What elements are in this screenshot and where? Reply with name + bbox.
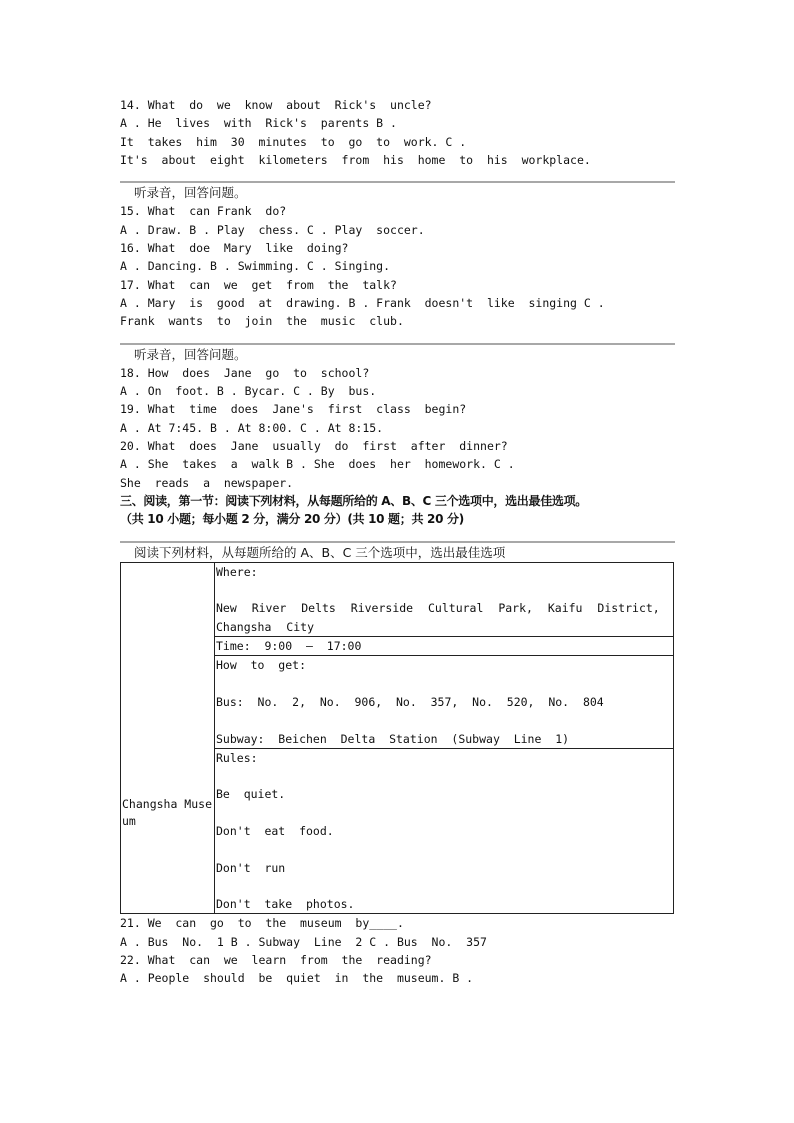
- blank-line: [216, 767, 672, 785]
- question-15-options: A . Draw. B . Play chess. C . Play soccer.: [120, 222, 425, 237]
- question-18-options: A . On foot. B . Bycar. C . By bus.: [120, 384, 377, 399]
- blank-line: [216, 877, 672, 895]
- section-divider: [120, 181, 675, 183]
- question-20: 20. What does Jane usually do first after dinner?: [120, 439, 508, 454]
- rule-item: Don't run: [216, 860, 286, 875]
- question-16-options: A . Dancing. B . Swimming. C . Singing.: [120, 259, 391, 274]
- rule-item: Don't eat food.: [216, 823, 334, 838]
- question-16: 16. What doe Mary like doing?: [120, 241, 349, 256]
- blank-line: [216, 675, 672, 693]
- where-value: New River Delts Riverside Cultural Park, Kaifu District, Changsha City: [216, 601, 660, 634]
- exam-page: [120, 96, 675, 988]
- section-divider: [120, 343, 675, 345]
- question-17-options: Frank wants to join the music club.: [120, 314, 404, 329]
- question-17: 17. What can we get from the talk?: [120, 277, 397, 292]
- opening-time: Time: 9:00 – 17:00: [216, 639, 362, 654]
- listening-part-b: [120, 184, 675, 330]
- listening-part-a: [120, 96, 675, 169]
- blank-line: [216, 581, 672, 599]
- museum-name: Changsha Museum: [121, 562, 215, 914]
- question-17-options: A . Mary is good at drawing. B . Frank doesn't like singing C .: [120, 295, 605, 310]
- subway-route: Subway: Beichen Delta Station (Subway Line 1): [216, 731, 570, 746]
- blank-line: [216, 840, 672, 858]
- bus-routes: Bus: No. 2, No. 906, No. 357, No. 520, No. 804: [216, 694, 604, 709]
- listening-part-c: [120, 346, 675, 492]
- question-18: 18. How does Jane go to school?: [120, 365, 370, 380]
- question-19: 19. What time does Jane's first class begin?: [120, 402, 467, 417]
- question-21: 21. We can go to the museum by____.: [120, 916, 404, 931]
- time-cell: [215, 637, 674, 656]
- reading-instruction: 阅读下列材料，从每题所给的 A、B、C 三个选项中，选出最佳选项: [134, 544, 506, 560]
- question-15: 15. What can Frank do?: [120, 204, 287, 219]
- question-22-options: A . People should be quiet in the museum. B .: [120, 971, 474, 986]
- question-14-option-line: It takes him 30 minutes to go to work. C .: [120, 134, 467, 149]
- question-22: 22. What can we learn from the reading?: [120, 953, 432, 968]
- question-14-option-line: A . He lives with Rick's parents B .: [120, 116, 397, 131]
- museum-info-table: [120, 562, 674, 915]
- reading-heading-line-2: （共 10 小题；每小题 2 分，满分 20 分）(共 10 题；共 20 分): [120, 512, 464, 527]
- blank-line: [216, 804, 672, 822]
- rules-label: Rules:: [216, 750, 258, 765]
- question-14: 14. What do we know about Rick's uncle?: [120, 98, 432, 112]
- listening-instruction: 听录音，回答问题。: [134, 346, 247, 362]
- where-label: Where:: [216, 564, 258, 579]
- rule-item: Be quiet.: [216, 787, 286, 802]
- how-to-get-label: How to get:: [216, 658, 307, 673]
- question-14-option-line: It's about eight kilometers from his home to his workplace.: [120, 152, 591, 167]
- reading-section-heading: [120, 492, 675, 529]
- question-20-options: She reads a newspaper.: [120, 475, 294, 490]
- listening-instruction: 听录音，回答问题。: [134, 185, 247, 201]
- question-21-options: A . Bus No. 1 B . Subway Line 2 C . Bus No. 357: [120, 934, 487, 949]
- reading-questions: [120, 914, 675, 987]
- blank-line: [216, 711, 672, 729]
- question-19-options: A . At 7:45. B . At 8:00. C . At 8:15.: [120, 420, 384, 435]
- rule-item: Don't take photos.: [216, 897, 355, 912]
- reading-heading-line-1: 三、阅读，第一节：阅读下列材料，从每题所给的 A、B、C 三个选项中，选出最佳选项。: [120, 493, 587, 508]
- question-20-options: A . She takes a walk B . She does her homework. C .: [120, 457, 515, 472]
- section-divider: [120, 541, 675, 543]
- how-to-get-cell: [215, 656, 674, 748]
- where-cell: [215, 562, 674, 636]
- rules-cell: [215, 748, 674, 914]
